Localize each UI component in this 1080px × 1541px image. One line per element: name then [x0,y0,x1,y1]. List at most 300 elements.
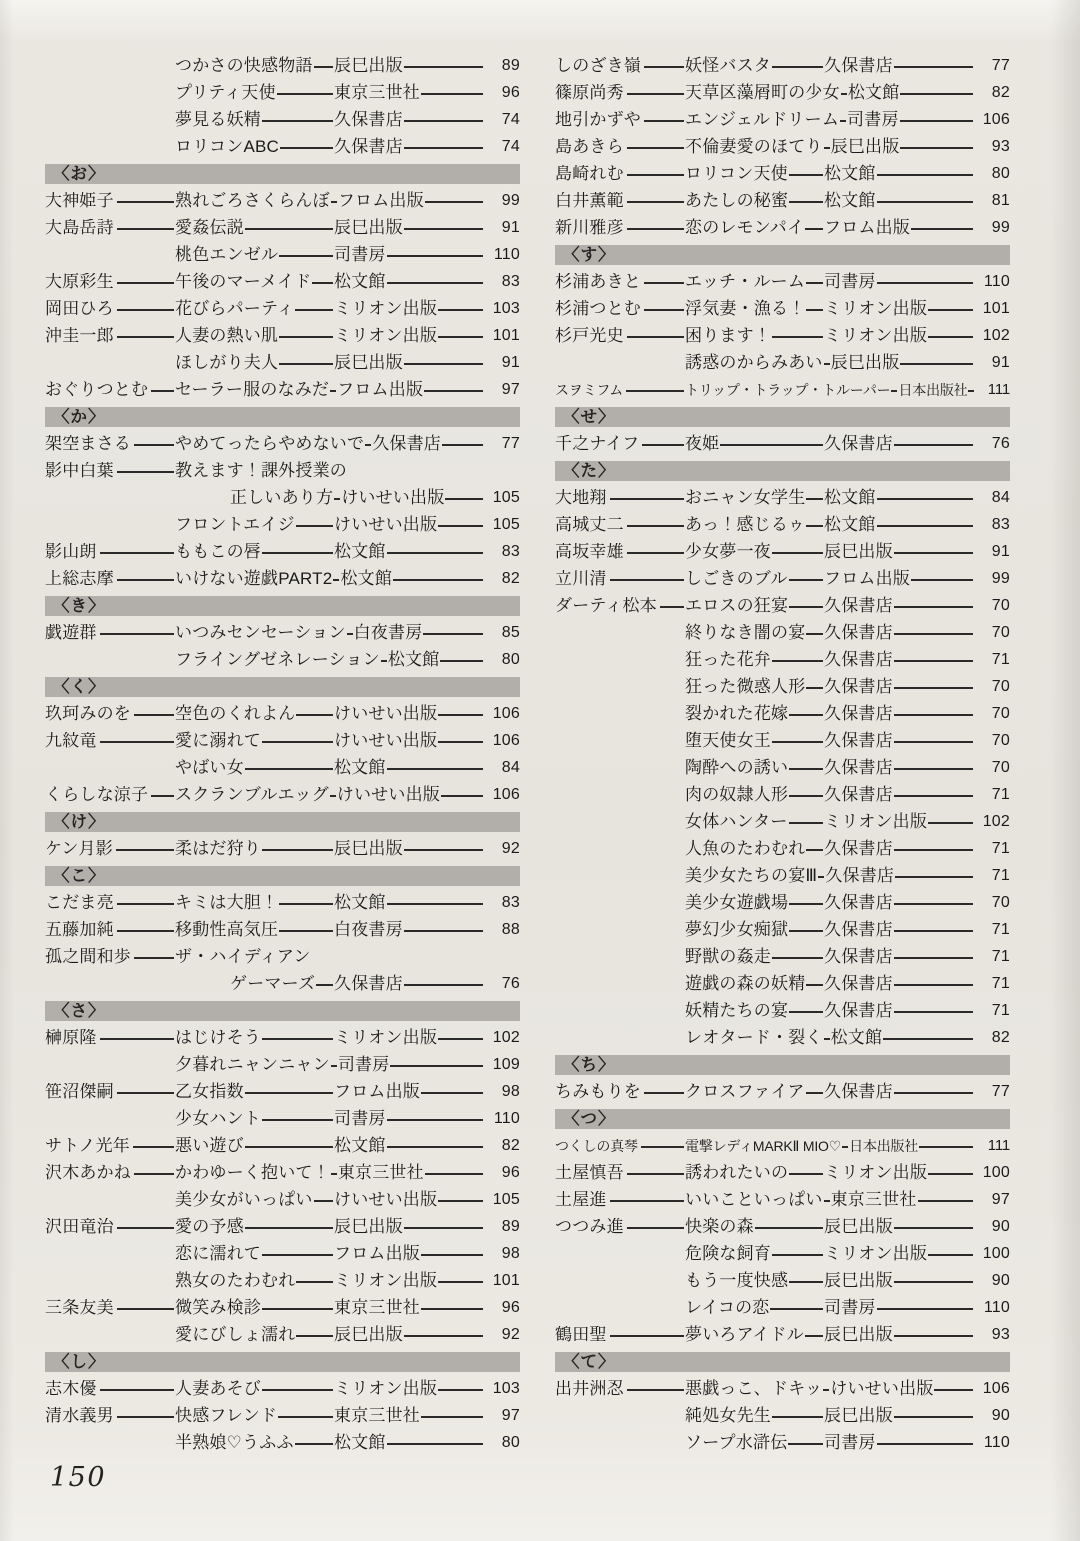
page-ref: 110 [493,245,520,263]
publisher-name: ミリオン出版 [824,1244,928,1263]
work-title: 不倫妻愛のほてり [685,137,823,156]
index-entry [45,781,520,808]
page-ref: 102 [982,326,1010,344]
index-entry [555,160,1010,187]
leader-line [151,795,174,797]
leader-line [627,174,684,176]
publisher-name: 日本出版社 [898,381,968,398]
author-name: 上総志摩 [45,570,114,587]
leader-line [390,1065,483,1067]
publisher-name: 久保書店 [824,434,893,453]
leader-line [245,768,333,770]
index-entry [45,754,520,781]
work-title: 移動性高気圧 [175,920,279,939]
publisher-cell [334,300,484,317]
author-cell [45,732,175,749]
publisher-name: 久保書店 [824,677,893,696]
publisher-name: 東京三世社 [337,1163,424,1182]
work-title: 午後のマーメイド [175,272,312,291]
publisher-cell [824,948,974,965]
leader-line [296,525,333,527]
author-name: 玖珂みのを [45,705,131,722]
leader-line [404,1227,483,1229]
index-entry [555,79,1010,106]
leader-line [818,876,824,878]
index-entry [45,1078,520,1105]
leader-line [133,1146,174,1148]
work-title: ももこの唇 [175,542,261,561]
publisher-cell [334,1110,484,1127]
publisher-cell [824,1434,974,1451]
publisher-cell [334,1191,484,1208]
publisher-name: 松文館 [334,272,386,291]
work-title: いつみセンセーション [175,623,346,642]
work-title: おニャン女学生 [685,488,806,507]
leader-line [404,120,483,122]
author-cell [555,138,685,155]
leader-line [421,1254,483,1256]
author-name: 高城丈二 [555,516,624,533]
work-title: 恋に濡れて [175,1244,261,1263]
index-entry [555,187,1010,214]
publisher-name: 松文館 [334,893,386,912]
publisher-cell [388,651,484,668]
publisher-name: 久保書店 [372,434,442,453]
leader-line [445,498,483,500]
leader-line [347,633,353,635]
leader-line [421,93,483,95]
publisher-name: 久保書店 [824,596,893,615]
page-ref: 89 [501,56,520,74]
section-header: 〈け〉 [45,812,520,832]
leader-line [894,741,973,743]
leader-line [610,579,684,581]
leader-line [610,1335,684,1337]
publisher-cell [831,1191,974,1208]
leader-line [627,1389,684,1391]
leader-line [134,444,174,446]
index-entry [555,376,1010,403]
leader-line [334,498,340,500]
index-entry [555,1186,1010,1213]
work-title: エンジェルドリーム [685,110,840,129]
leader-line [262,1254,333,1256]
page-ref: 80 [501,1433,520,1451]
leader-line [117,930,174,932]
publisher-name: フロム出版 [824,218,910,237]
author-cell [555,327,685,344]
leader-line [262,1389,333,1391]
leader-line [438,741,483,743]
index-entry [555,322,1010,349]
page-ref: 70 [991,893,1010,911]
leader-line [387,1443,483,1445]
publisher-name: ミリオン出版 [824,299,928,318]
publisher-cell [334,1029,484,1046]
leader-line [660,606,684,608]
page-ref: 83 [501,542,520,560]
index-entry [555,1132,1010,1159]
author-name: 地引かずや [555,111,641,128]
leader-line [134,1173,174,1175]
leader-line [894,1416,973,1418]
author-cell [45,300,175,317]
index-entry [45,1132,520,1159]
leader-line [425,201,483,203]
publisher-cell [338,1056,484,1073]
author-name: 五藤加純 [45,921,114,938]
leader-line [610,1200,684,1202]
author-name: 杉浦つとむ [555,300,641,317]
work-title: 快楽の森 [685,1217,754,1236]
author-cell [45,381,175,398]
work-title: 悪い遊び [175,1136,244,1155]
publisher-cell [824,732,974,749]
index-entry [555,808,1010,835]
publisher-cell [824,624,974,641]
page-ref: 97 [501,380,520,398]
publisher-name: 久保書店 [824,623,893,642]
publisher-cell [824,489,974,506]
work-title: 狂った花弁 [685,650,771,669]
leader-line [789,1011,823,1013]
publisher-cell [824,192,974,209]
index-entry [555,889,1010,916]
author-cell [555,543,685,560]
work-title: 愛の予感 [175,1217,244,1236]
index-entry [45,295,520,322]
page-ref: 90 [991,1271,1010,1289]
page-ref: 92 [501,839,520,857]
publisher-name: 久保書店 [824,893,893,912]
publisher-name: ミリオン出版 [334,299,438,318]
author-name: 土屋進 [555,1191,607,1208]
leader-line [789,930,823,932]
author-name: 架空まさる [45,435,131,452]
publisher-cell [334,354,484,371]
page-ref: 97 [501,1406,520,1424]
work-title: 少女ハント [175,1109,261,1128]
index-entry [45,52,520,79]
publisher-name: 久保書店 [824,920,893,939]
index-entry [45,565,520,592]
author-cell [45,327,175,344]
publisher-name: 辰巳出版 [334,839,403,858]
index-entry [45,1159,520,1186]
work-title: 夢幻少女痴獄 [685,920,789,939]
author-cell [555,1083,685,1100]
publisher-name: 久保書店 [824,650,893,669]
leader-line [840,120,846,122]
author-name: 大神姫子 [45,192,114,209]
work-title: 夢見る妖精 [175,110,261,129]
index-entry [45,484,520,511]
leader-line [806,984,823,986]
leader-line [841,93,847,95]
index-entry [45,916,520,943]
leader-line [789,768,823,770]
publisher-cell [824,975,974,992]
publisher-name: けいせい出版 [334,1190,438,1209]
page-ref: 90 [991,1217,1010,1235]
leader-line [117,282,174,284]
page-ref: 102 [982,812,1010,830]
publisher-cell [334,1326,484,1343]
work-title: 快感フレンド [175,1406,278,1425]
publisher-cell [824,894,974,911]
index-entry [45,79,520,106]
index-entry [555,943,1010,970]
page-ref: 106 [982,110,1010,128]
publisher-cell [334,111,484,128]
leader-line [627,1173,684,1175]
work-title: ゲーマーズ [230,974,316,993]
leader-line [772,1254,823,1256]
leader-line [314,1200,333,1202]
publisher-name: 松文館 [334,1136,386,1155]
leader-line [117,1416,174,1418]
page-ref: 81 [991,191,1010,209]
leader-line [331,1173,337,1175]
publisher-cell [354,624,484,641]
page-ref: 70 [991,758,1010,776]
publisher-name: けいせい出版 [334,731,438,750]
index-entry [555,1402,1010,1429]
leader-line [806,282,823,284]
index-entry [45,457,520,484]
author-name: しのざき嶺 [555,57,641,74]
leader-line [806,309,823,311]
work-title: レオタード・裂く [685,1028,823,1047]
author-cell [45,705,175,722]
work-title: しごきのブル [685,569,788,588]
work-title: 妖怪バスタ [685,56,771,75]
work-title: 桃色エンゼル [175,245,279,264]
publisher-cell [824,165,974,182]
publisher-cell [334,138,484,155]
author-name: 杉浦あきと [555,273,641,290]
page-ref: 110 [493,1109,520,1127]
publisher-name: フロム出版 [334,1244,420,1263]
leader-line [627,201,684,203]
leader-line [404,66,483,68]
leader-line [789,201,823,203]
index-entry [45,1051,520,1078]
publisher-name: 久保書店 [824,56,893,75]
leader-line [627,552,684,554]
work-title: いけない遊戯PART2 [175,569,333,588]
publisher-name: けいせい出版 [334,704,438,723]
author-cell [45,894,175,911]
author-name: 戯遊群 [45,624,97,641]
section-header: 〈せ〉 [555,407,1010,427]
leader-line [279,336,333,338]
publisher-name: 久保書店 [334,974,403,993]
work-title: あっ！感じるゥ [685,515,805,534]
leader-line [365,444,371,446]
publisher-name: 松文館 [334,758,386,777]
author-name: 杉戸光史 [555,327,624,344]
publisher-name: ミリオン出版 [824,326,928,345]
leader-line [772,957,823,959]
publisher-name: フロム出版 [337,191,424,210]
page-ref: 80 [991,164,1010,182]
index-entry [45,511,520,538]
author-cell [45,570,175,587]
work-title: 遊戯の森の妖精 [685,974,806,993]
index-entry [45,430,520,457]
leader-line [627,336,684,338]
work-title: 狂った微惑人形 [685,677,806,696]
page-ref: 103 [492,299,520,317]
leader-line [245,1227,333,1229]
publisher-cell [338,1164,484,1181]
leader-line [441,795,483,797]
leader-line [333,579,339,581]
publisher-name: 久保書店 [825,866,895,885]
leader-line [393,579,483,581]
leader-line [100,1389,174,1391]
author-cell [555,1326,685,1343]
page-ref: 99 [991,218,1010,236]
author-name: 新川雅彦 [555,219,624,236]
leader-line [642,444,684,446]
index-entry [555,646,1010,673]
leader-line [770,1308,823,1310]
publisher-cell [824,219,974,236]
leader-line [877,1308,973,1310]
index-entry [555,754,1010,781]
publisher-cell [334,975,484,992]
leader-line [117,1227,174,1229]
publisher-name: 久保書店 [824,974,893,993]
publisher-name: ミリオン出版 [334,1271,438,1290]
publisher-name: 司書房 [334,1109,386,1128]
publisher-cell [824,1083,974,1100]
author-name: 大島岳詩 [45,219,114,236]
page-ref: 101 [982,299,1010,317]
page-ref: 71 [991,947,1010,965]
work-title: ザ・ハイディアン [175,947,311,966]
author-cell [555,111,685,128]
section-header: 〈て〉 [555,1352,1010,1372]
leader-line [928,1173,973,1175]
publisher-name: 辰巳出版 [334,56,403,75]
author-cell [45,1137,175,1154]
section-header: 〈ち〉 [555,1055,1010,1075]
leader-line [824,1200,830,1202]
work-title: 野獣の姦走 [685,947,771,966]
page-ref: 71 [991,839,1010,857]
publisher-name: けいせい出版 [336,785,440,804]
leader-line [772,660,823,662]
work-title: やめてったらやめないで [175,434,365,453]
page-ref: 90 [991,1406,1010,1424]
index-entry [555,970,1010,997]
index-entry [555,1159,1010,1186]
page-ref: 105 [492,488,520,506]
publisher-cell [334,84,484,101]
work-title: 誘われたいの [685,1163,789,1182]
page-ref: 96 [501,83,520,101]
leader-line [877,174,973,176]
author-cell [45,786,175,803]
publisher-cell [831,1029,974,1046]
author-name: 千之ナイフ [555,435,640,452]
leader-line [894,903,973,905]
publisher-cell [824,1326,974,1343]
leader-line [772,552,823,554]
page-ref: 98 [501,1082,520,1100]
page-ref: 111 [987,1137,1010,1154]
leader-line [789,1281,823,1283]
work-title: 人妻あそび [175,1379,261,1398]
publisher-name: ミリオン出版 [824,812,928,831]
publisher-cell [824,516,974,533]
work-title: 柔はだ狩り [175,839,261,858]
leader-line [440,660,483,662]
publisher-name: 辰巳出版 [824,1406,893,1425]
index-entry [555,673,1010,700]
index-entry [555,619,1010,646]
index-entry [555,835,1010,862]
author-cell [45,1380,175,1397]
index-entry [45,1294,520,1321]
publisher-name: けいせい出版 [334,515,438,534]
author-cell [555,57,685,74]
author-name: 影山朗 [45,543,97,560]
work-title: 肉の奴隷人形 [685,785,789,804]
leader-line [772,1416,823,1418]
leader-line [911,579,973,581]
index-entry [45,187,520,214]
leader-line [891,390,897,392]
work-title: ソープ水滸伝 [685,1433,788,1452]
publisher-cell [824,759,974,776]
leader-line [789,714,823,716]
index-entry [555,1321,1010,1348]
leader-line [117,228,174,230]
work-title: キミは大胆！ [175,893,279,912]
work-title: スクランブルエッグ [175,785,329,804]
leader-line [823,1389,829,1391]
work-title: レイコの恋 [685,1298,770,1317]
publisher-name: 松文館 [387,650,440,669]
index-entry [555,1294,1010,1321]
author-name: 清水義男 [45,1407,114,1424]
leader-line [438,336,483,338]
index-entry [555,1429,1010,1456]
leader-line [279,363,333,365]
author-cell [45,921,175,938]
publisher-name: 東京三世社 [334,1298,420,1317]
index-entry [45,133,520,160]
page-ref: 96 [501,1298,520,1316]
leader-line [245,228,333,230]
author-cell [45,624,175,641]
publisher-name: 久保書店 [334,137,403,156]
section-header: 〈た〉 [555,461,1010,481]
page-ref: 77 [991,56,1010,74]
leader-line [894,660,973,662]
author-cell [555,1380,685,1397]
author-name: 立川清 [555,570,607,587]
author-name: 孤之間和歩 [45,948,131,965]
publisher-cell [849,1139,974,1153]
index-entry [45,1402,520,1429]
leader-line [381,660,387,662]
leader-line [262,120,333,122]
